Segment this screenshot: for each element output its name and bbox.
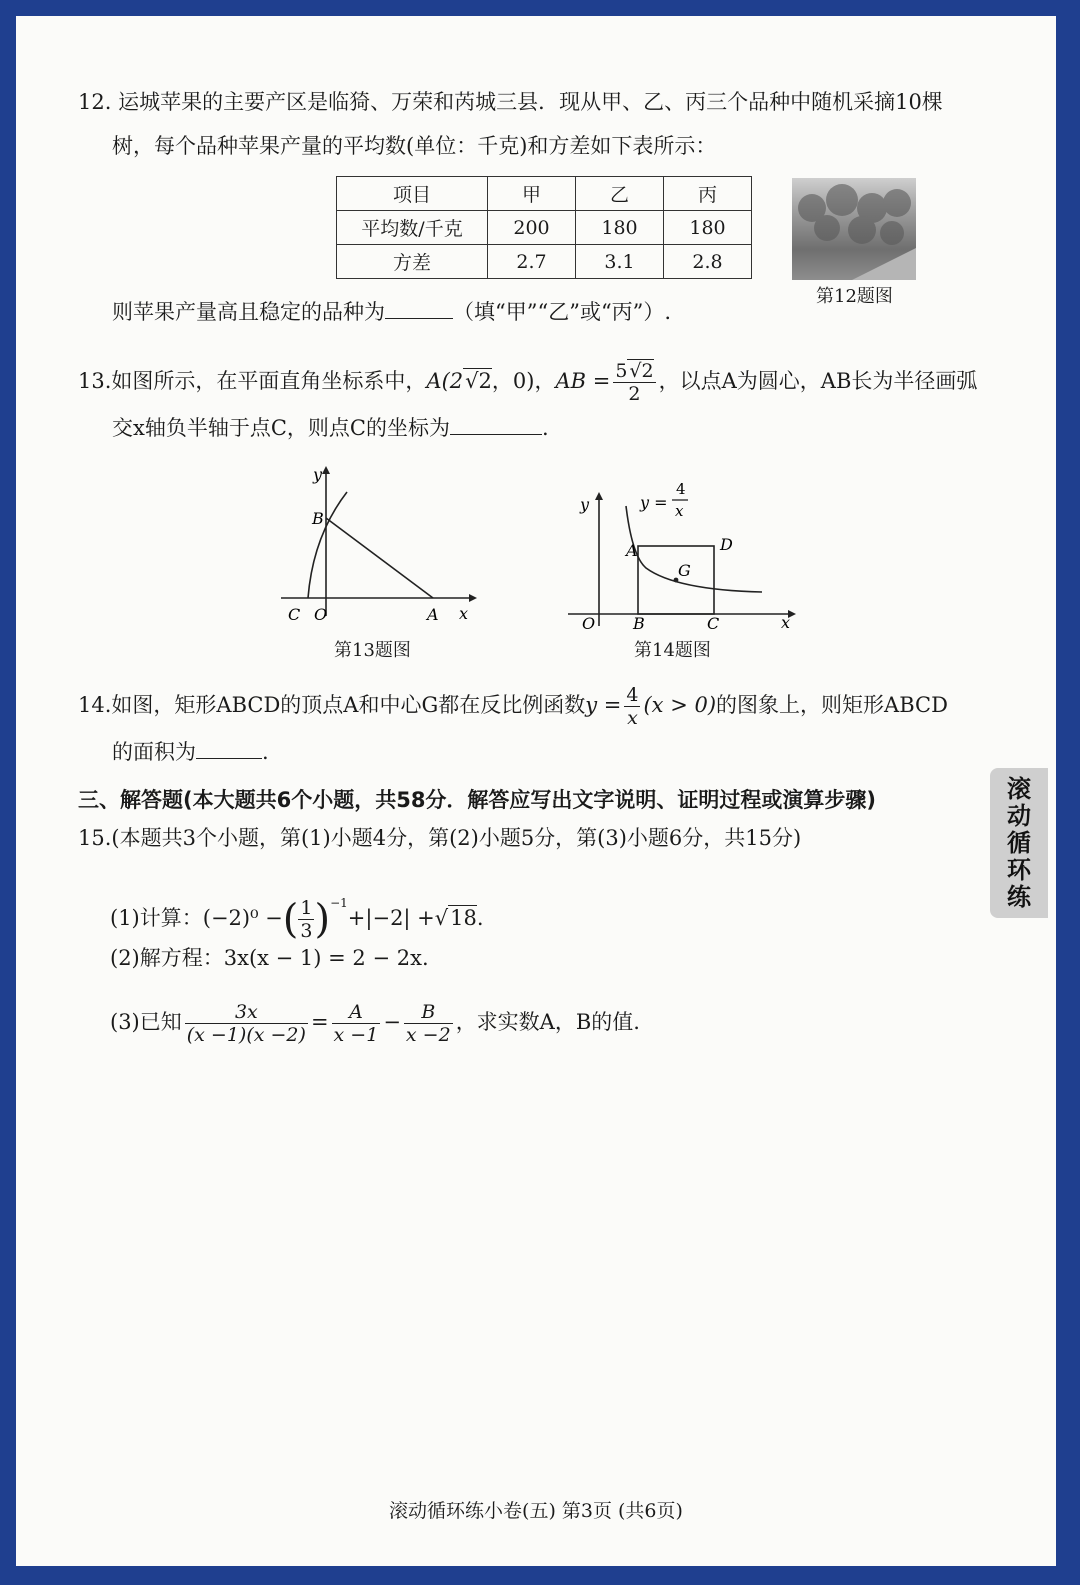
q13-figure-caption: 第13题图	[334, 640, 411, 661]
point-c-label: C	[707, 614, 720, 631]
side-tab-char: 环	[1007, 855, 1031, 884]
q15-intro	[78, 824, 801, 852]
q15-p3-f1-bottom: (x −1)(x −2)	[186, 1024, 306, 1046]
q14-prompt: 的面积为	[112, 740, 196, 764]
q12-hint: （填“甲”“乙”或“丙”）.	[453, 300, 672, 324]
table-cell: 180	[576, 211, 664, 245]
q15-p3-fraction1	[185, 1001, 308, 1046]
table-row	[337, 245, 752, 279]
q13-sqrt: √2	[465, 369, 492, 393]
q12-answer-blank[interactable]	[385, 298, 453, 319]
function-denominator: x	[675, 502, 684, 520]
side-tab-char: 动	[1007, 801, 1031, 830]
arc-c-to-b	[308, 492, 347, 598]
q15-p3-f2-bottom: x −1	[333, 1024, 379, 1046]
q15-p3-f3-top: B	[404, 1001, 453, 1024]
q14-line1	[78, 684, 948, 729]
q14-figure-caption: 第14题图	[634, 640, 711, 661]
sqrt-sign: √	[434, 906, 449, 930]
q13-figure	[271, 456, 501, 626]
q15-part2: (2)解方程：3x(x − 1) = 2 − 2x.	[110, 946, 429, 970]
table-header-cell: 乙	[576, 177, 664, 211]
q14-period: .	[262, 740, 269, 764]
point-a-label: A	[626, 541, 638, 560]
y-label: y	[313, 465, 323, 484]
point-a-label: A	[427, 605, 439, 624]
table-cell: 2.7	[488, 245, 576, 279]
q14-line2	[112, 738, 269, 766]
origin-label: O	[582, 614, 596, 631]
point-d-label: D	[720, 535, 733, 554]
q15-p1-text: (1)计算：(−2)⁰ −	[110, 906, 283, 930]
q13-period: .	[541, 416, 549, 440]
q13-frac-bottom: 2	[628, 383, 641, 405]
q14-text-b: 的图象上，则矩形ABCD	[716, 693, 948, 717]
left-paren: (	[282, 896, 299, 943]
x-axis-arrow	[469, 594, 477, 602]
q15-p1-fraction	[298, 897, 314, 942]
q14-y-eq: y =	[585, 693, 622, 717]
table-cell: 平均数/千克	[337, 211, 488, 245]
q14-figure	[566, 466, 806, 631]
q15-number: 15.	[78, 826, 112, 850]
hyperbola-curve	[626, 506, 762, 592]
q13-frac-sqrt: √2	[629, 360, 654, 382]
q12-line1	[78, 88, 943, 116]
q15-p3-eq: =	[310, 1010, 329, 1034]
q13-ab-fraction	[613, 360, 655, 405]
q14-answer-blank[interactable]	[196, 738, 262, 759]
q13-point-a-end: ，0)，	[491, 369, 556, 393]
q15-intro-text: (本题共3个小题，第(1)小题4分，第(2)小题5分，第(3)小题6分，共15分)	[111, 826, 802, 850]
point-c-label: C	[288, 605, 301, 624]
side-tab	[990, 768, 1048, 918]
q15-p3-f3-bottom: x −2	[405, 1024, 451, 1046]
q15-p1-sqrt: 18	[450, 906, 477, 930]
q15-p3-f2-top: A	[332, 1001, 381, 1024]
table-cell: 200	[488, 211, 576, 245]
q15-part1	[110, 880, 484, 943]
q15-p3-text-b: ，求实数A，B的值.	[455, 1010, 640, 1034]
q12-prompt: 则苹果产量高且稳定的品种为	[112, 300, 385, 324]
exam-page	[16, 16, 1056, 1566]
q15-p1-text-b: +|−2| +	[347, 906, 435, 930]
q15-p1-period: .	[476, 906, 484, 930]
y-axis-arrow	[322, 466, 330, 474]
q13-ab-label: AB =	[555, 369, 611, 393]
q15-p3-f1-top: 3x	[185, 1001, 308, 1024]
x-label: x	[781, 613, 791, 631]
q13-frac-coef: 5	[615, 360, 628, 382]
segment-ab	[326, 518, 433, 598]
table-row	[337, 211, 752, 245]
q13-text: 如图所示，在平面直角坐标系中，	[111, 369, 427, 393]
q12-photo-caption: 第12题图	[816, 286, 893, 307]
y-axis-arrow	[595, 492, 603, 500]
table-header-cell: 丙	[664, 177, 752, 211]
side-tab-char: 滚	[1007, 774, 1031, 803]
point-b-label: B	[633, 614, 645, 631]
q15-p1-exponent: −1	[330, 896, 348, 910]
table-header-cell: 项目	[337, 177, 488, 211]
q14-text: 如图，矩形ABCD的顶点A和中心G都在反比例函数	[111, 693, 586, 717]
q15-p1-bottom: 3	[300, 920, 313, 942]
section-3-heading: 三、解答题(本大题共6个小题，共58分．解答应写出文字说明、证明过程或演算步骤)	[78, 788, 877, 812]
function-label: y =	[640, 493, 668, 512]
point-b-label: B	[312, 509, 324, 528]
q15-part3	[110, 996, 640, 1048]
q14-fraction	[624, 684, 640, 729]
q14-number: 14.	[78, 693, 112, 717]
q13-text-b: ，以点A为圆心，AB长为半径画弧	[658, 369, 978, 393]
orchard-image	[792, 178, 916, 280]
q14-domain: (x > 0)	[643, 693, 717, 717]
q13-line2	[112, 414, 549, 442]
q14-frac-bottom: x	[627, 707, 638, 729]
function-numerator: 4	[676, 480, 686, 498]
apple-orchard-photo	[792, 178, 916, 280]
point-g-label: G	[678, 561, 691, 580]
q15-p3-fraction2	[332, 1001, 381, 1046]
q14-frac-top: 4	[626, 684, 639, 706]
table-header-cell: 甲	[488, 177, 576, 211]
q13-number: 13.	[78, 369, 112, 393]
q13-answer-blank[interactable]	[450, 414, 542, 435]
q13-point-a: A(2	[426, 369, 464, 393]
side-tab-char: 练	[1007, 882, 1031, 911]
q15-p3-fraction3	[404, 1001, 453, 1046]
q12-text-line2: 树，每个品种苹果产量的平均数(单位：千克)和方差如下表所示：	[112, 134, 717, 158]
q15-p1-top: 1	[300, 897, 313, 919]
q13-prompt: 交x轴负半轴于点C，则点C的坐标为	[112, 416, 450, 440]
table-cell: 方差	[337, 245, 488, 279]
x-label: x	[459, 604, 469, 623]
table-cell: 180	[664, 211, 752, 245]
y-label: y	[580, 495, 590, 514]
right-paren: )	[314, 896, 331, 943]
page-footer: 滚动循环练小卷(五) 第3页 (共6页)	[389, 1500, 683, 1522]
side-tab-char: 循	[1007, 828, 1031, 857]
q12-number: 12.	[78, 90, 112, 114]
q12-text-line1: 运城苹果的主要产区是临猗、万荣和芮城三县．现从甲、乙、丙三个品种中随机采摘10棵	[118, 90, 943, 114]
q12-line3	[112, 298, 671, 326]
q13-line1	[78, 360, 977, 405]
q15-p3-minus: −	[383, 1010, 401, 1034]
table-cell: 3.1	[576, 245, 664, 279]
q15-p3-text: (3)已知	[110, 1010, 182, 1034]
table-cell: 2.8	[664, 245, 752, 279]
q12-table	[336, 176, 752, 279]
origin-label: O	[314, 605, 328, 624]
table-header-row	[337, 177, 752, 211]
